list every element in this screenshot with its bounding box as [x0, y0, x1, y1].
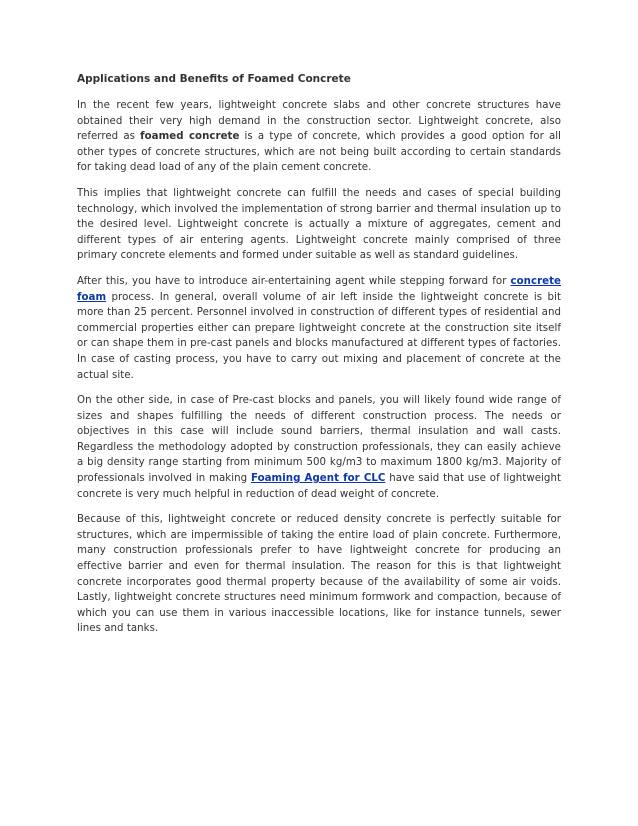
paragraph-4 — [77, 393, 561, 502]
paragraph-2: This implies that lightweight concrete can fulfill the needs and cases of special building technology, which involved the implementation of strong barrier and thermal insulation up to the desired level. Lightweight concrete is actually a mixture of aggregates, cement and different types of air entering agents. Lightweight concrete mainly comprised of three primary concrete elements and formed under suitable as well as standard guidelines. — [77, 187, 561, 262]
concrete-foam-link[interactable]: concrete foam — [77, 275, 561, 303]
document-body — [77, 71, 561, 647]
paragraph-5: Because of this, lightweight concrete or reduced density concrete is perfectly suitable for structures, which are impermissible of taking the entire load of plain concrete. Furthermore, many construction professionals prefer to have lightweight concrete for producing an effective barrier and even for thermal insulation. The reason for this is that lightweight concrete incorporates good thermal property because of the availability of some air voids. Lastly, lightweight concrete structures need minimum formwork and compaction, because of which you can use them in various inaccessible locations, like for instance tunnels, sewer lines and tanks. — [77, 514, 561, 635]
foaming-agent-for-clc-link[interactable]: Foaming Agent for CLC — [250, 473, 386, 485]
paragraph-1 — [77, 98, 561, 176]
paragraph-4-text-a: On the other side, in case of Pre-cast blocks and panels, you will likely found wide range of sizes and shapes fulfilling the needs of different construction process. The needs or objectives in this case will include sound barriers, thermal insulation and wall casts. Regardless the methodology adopted by construction professionals, they can easily achieve a big density range starting from minimum 500 kg/m3 to maximum 1800 kg/m3. Majority of professionals involved in making — [77, 395, 561, 485]
paragraph-1-text-a: In the recent few years, lightweight concrete slabs and other concrete structures have obtained their very high demand in the construction sector. Lightweight concrete, also referred as — [77, 100, 561, 143]
foamed-concrete-emphasis: foamed concrete — [140, 131, 240, 143]
paragraph-1-text-b: is a type of concrete, which provides a good option for all other types of concrete structures, which are not being built according to certain standards for taking dead load of any of the plain cement concrete. — [77, 131, 561, 174]
paragraph-4-text-b: have said that use of lightweight concrete is very much helpful in reduction of dead weight of concrete. — [77, 473, 561, 500]
document-title: Applications and Benefits of Foamed Concrete — [77, 73, 351, 85]
paragraph-3-text-a: After this, you have to introduce air-entertaining agent while stepping forward for — [77, 275, 511, 287]
paragraph-3-text-b: process. In general, overall volume of air left inside the lightweight concrete is bit more than 25 percent. Personnel involved in construction of different types of residential and commercial properties either can prepare lightweight concrete at the construction site itself or can shape them in pre-cast panels and blocks manufactured at different types of factories. In case of casting process, you have to carry out mixing and placement of concrete at the actual site. — [77, 291, 561, 381]
paragraph-3 — [77, 274, 561, 383]
